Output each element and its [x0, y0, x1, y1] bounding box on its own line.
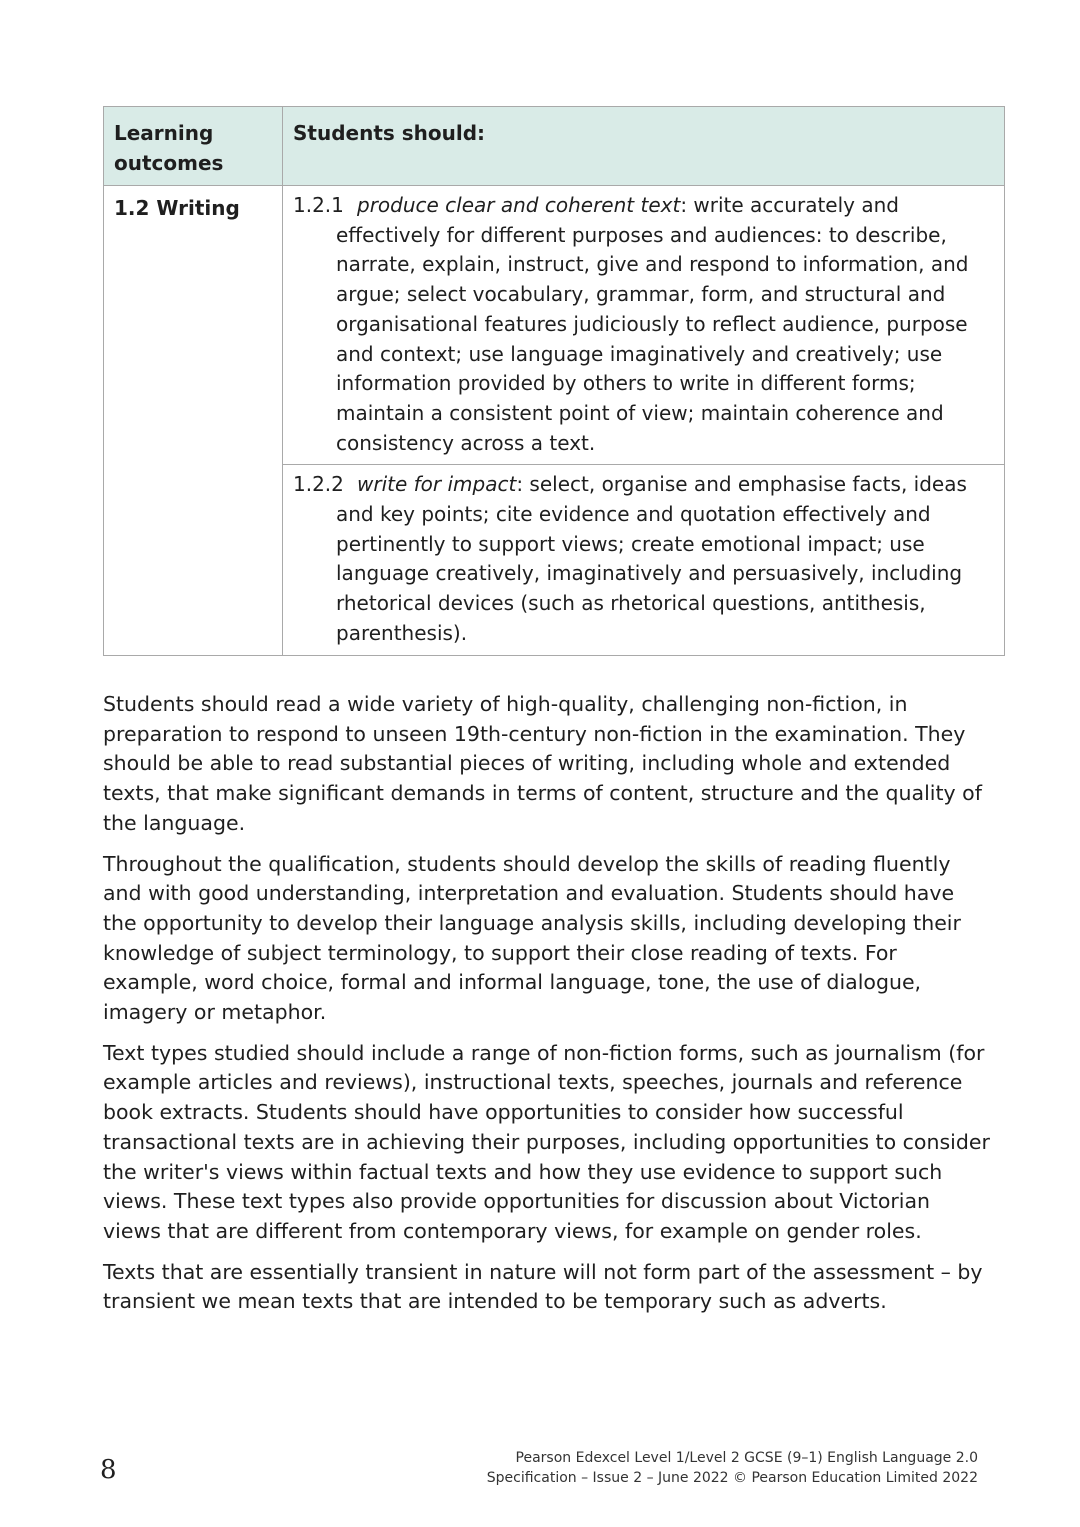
section-label: 1.2 Writing [104, 186, 283, 656]
outcome-item [283, 465, 1005, 655]
page-footer [487, 1448, 978, 1488]
outcome-term: produce clear and coherent text [357, 193, 681, 217]
outcome-term: write for impact [357, 472, 517, 497]
outcome-text: : write accurately and effectively for different purposes and audiences: to describe, narrate, explain, instruct, give and respond to information, and argue; select vocabulary, grammar, form, and structural and organisational features judiciously to reflect audience, purpose and context; use language imaginatively and creatively; use information provided by others to write in different forms; maintain a consistent point of view; maintain coherence and consistency across a text. [336, 193, 969, 455]
outcome-number: 1.2.2 [293, 472, 344, 497]
outcome-text: : select, organise and emphasise facts, ideas and key points; cite evidence and quotation effectively and pertinently to support views; create emotional impact; use language creatively, imaginatively and persuasively, including rhetorical devices (such as rhetorical questions, antithesis, parenthesis). [336, 472, 967, 645]
outcome-item [283, 186, 1005, 465]
paragraph: Throughout the qualification, students should develop the skills of reading fluently and with good understanding, interpretation and evaluation. Students should have the opportunity to develop their language analysis skills, including developing their knowledge of subject terminology, to support their close reading of texts. For example, word choice, formal and informal language, tone, the use of dialogue, imagery or metaphor. [103, 851, 961, 1025]
body-text [103, 690, 993, 1328]
learning-outcomes-table [103, 106, 1005, 656]
paragraph: Texts that are essentially transient in nature will not form part of the assessment – by transient we mean texts that are intended to be temporary such as adverts. [103, 1259, 983, 1314]
footer-line-2: Specification – Issue 2 – June 2022 © Pearson Education Limited 2022 [486, 1470, 978, 1486]
table-row [104, 186, 1005, 465]
header-students-should: Students should: [283, 107, 1005, 186]
outcome-number: 1.2.1 [293, 193, 344, 217]
table-header-row [104, 107, 1005, 186]
paragraph: Text types studied should include a range of non-fiction forms, such as journalism (for example articles and reviews), instructional texts, speeches, journals and reference book extracts. Students should have opportunities to consider how successful transactional texts are in achieving their purposes, including opportunities to consider the writer's views within factual texts and how they use evidence to support such views. These text types also provide opportunities for discussion about Victorian views that are different from contemporary views, for example on gender roles. [103, 1040, 990, 1243]
page-number: 8 [100, 1455, 117, 1485]
paragraph: Students should read a wide variety of high-quality, challenging non-fiction, in preparation to respond to unseen 19th-century non-fiction in the examination. They should be able to read substantial pieces of writing, including whole and extended texts, that make significant demands in terms of content, structure and the quality of the language. [103, 692, 982, 835]
footer-line-1: Pearson Edexcel Level 1/Level 2 GCSE (9–1) English Language 2.0 [515, 1450, 978, 1466]
header-learning-outcomes: Learning outcomes [104, 107, 283, 186]
